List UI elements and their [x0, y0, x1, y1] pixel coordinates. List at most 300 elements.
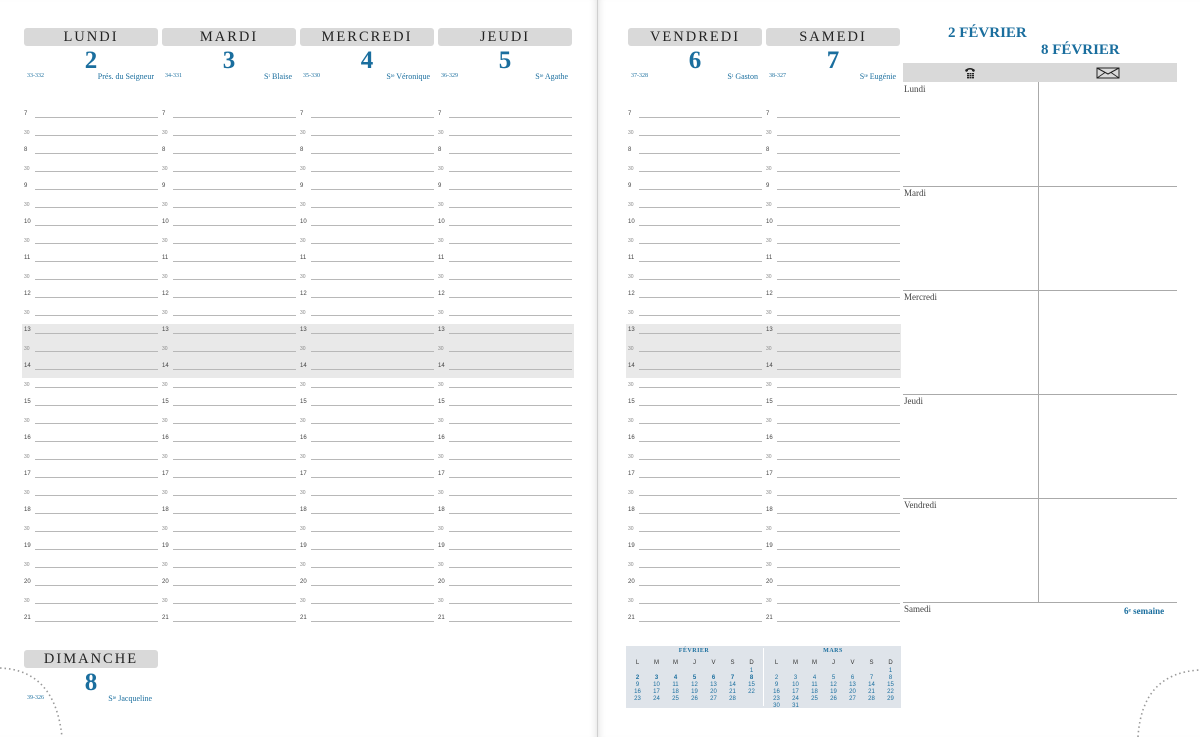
writing-line: [173, 477, 296, 478]
writing-line: [311, 333, 434, 334]
hour-slot-15[interactable]: [628, 396, 762, 414]
half-hour-slot[interactable]: [162, 198, 296, 216]
half-hour-slot[interactable]: [300, 558, 434, 576]
half-hour-slot[interactable]: [24, 450, 158, 468]
writing-line: [173, 225, 296, 226]
hour-slot-20[interactable]: [628, 576, 762, 594]
writing-line: [173, 549, 296, 550]
writing-line: [449, 567, 572, 568]
half-hour-slot[interactable]: [24, 486, 158, 504]
half-hour-slot[interactable]: [438, 594, 572, 612]
half-hour-slot[interactable]: [300, 342, 434, 360]
hour-label: 30: [162, 382, 168, 388]
half-hour-slot[interactable]: [162, 522, 296, 540]
half-hour-slot[interactable]: [628, 522, 762, 540]
mini-calendar-date: 16: [634, 689, 641, 695]
hour-slot-9[interactable]: [24, 180, 158, 198]
mini-calendar-date: 3: [793, 675, 798, 681]
half-hour-slot[interactable]: [766, 594, 900, 612]
half-hour-slot[interactable]: [24, 162, 158, 180]
hour-label: 30: [24, 598, 30, 604]
half-hour-slot[interactable]: [162, 126, 296, 144]
mini-calendar-mars: [765, 646, 901, 710]
mini-calendar-day-header: D: [888, 660, 893, 666]
writing-line: [173, 333, 296, 334]
hour-slot-15[interactable]: [300, 396, 434, 414]
hour-label: 18: [628, 507, 635, 513]
half-hour-slot[interactable]: [300, 162, 434, 180]
hour-slot-12[interactable]: [766, 288, 900, 306]
half-hour-slot[interactable]: [766, 414, 900, 432]
half-hour-slot[interactable]: [24, 198, 158, 216]
day-column-jeudi: [438, 28, 572, 621]
hour-slot-13[interactable]: [24, 324, 158, 342]
half-hour-slot[interactable]: [766, 450, 900, 468]
half-hour-slot[interactable]: [24, 558, 158, 576]
mini-calendar-date: 20: [849, 689, 856, 695]
mini-calendar-date: 12: [691, 682, 698, 688]
half-hour-slot[interactable]: [628, 594, 762, 612]
hour-slot-18[interactable]: [300, 504, 434, 522]
hour-slot-17[interactable]: [300, 468, 434, 486]
mini-calendar-date: [862, 668, 881, 675]
notes-section-mercredi[interactable]: [903, 290, 1177, 395]
half-hour-slot[interactable]: [438, 198, 572, 216]
hour-slot-10[interactable]: [162, 216, 296, 234]
half-hour-slot[interactable]: [628, 306, 762, 324]
hour-slot-11[interactable]: [162, 252, 296, 270]
hour-slot-11[interactable]: [438, 252, 572, 270]
mini-calendar-date: 7: [869, 675, 874, 681]
half-hour-slot[interactable]: [628, 198, 762, 216]
mini-calendar-date: 7: [730, 675, 735, 681]
half-hour-slot[interactable]: [24, 234, 158, 252]
hour-slot-19[interactable]: [300, 540, 434, 558]
hour-slot-12[interactable]: [300, 288, 434, 306]
hour-label: 30: [628, 238, 634, 244]
hour-slot-11[interactable]: [628, 252, 762, 270]
hour-slot-19[interactable]: [628, 540, 762, 558]
mini-calendar-date: 22: [748, 689, 755, 695]
hour-label: 30: [300, 310, 306, 316]
hour-slot-21[interactable]: [766, 612, 900, 630]
mini-calendar-date: 19: [830, 689, 837, 695]
hour-slot-8[interactable]: [628, 144, 762, 162]
hour-slot-16[interactable]: [438, 432, 572, 450]
mini-calendar-date: 10: [792, 682, 799, 688]
hour-slot-18[interactable]: [162, 504, 296, 522]
writing-line: [311, 549, 434, 550]
mini-calendar-date: 28: [729, 696, 736, 702]
hour-slot-12[interactable]: [24, 288, 158, 306]
hour-slot-9[interactable]: [766, 180, 900, 198]
writing-line: [35, 351, 158, 352]
hour-slot-12[interactable]: [438, 288, 572, 306]
mini-calendar-date: [742, 696, 761, 703]
hour-slot-16[interactable]: [24, 432, 158, 450]
half-hour-slot[interactable]: [162, 234, 296, 252]
hour-slot-14[interactable]: [438, 360, 572, 378]
hour-slot-7[interactable]: [766, 108, 900, 126]
half-hour-slot[interactable]: [24, 378, 158, 396]
hour-label: 9: [628, 183, 632, 189]
writing-line: [777, 135, 900, 136]
notes-section-mardi[interactable]: [903, 186, 1177, 291]
mini-calendar-date: 19: [691, 689, 698, 695]
half-hour-slot[interactable]: [628, 378, 762, 396]
hour-label: 30: [162, 490, 168, 496]
writing-line: [173, 135, 296, 136]
half-hour-slot[interactable]: [162, 558, 296, 576]
writing-line: [449, 243, 572, 244]
hour-label: 10: [766, 219, 773, 225]
hour-label: 30: [24, 418, 30, 424]
half-hour-slot[interactable]: [438, 522, 572, 540]
notes-section-vendredi[interactable]: [903, 498, 1177, 603]
half-hour-slot[interactable]: [300, 594, 434, 612]
hour-slot-8[interactable]: [300, 144, 434, 162]
half-hour-slot[interactable]: [766, 198, 900, 216]
hour-slot-7[interactable]: [300, 108, 434, 126]
hour-slot-19[interactable]: [162, 540, 296, 558]
half-hour-slot[interactable]: [438, 450, 572, 468]
half-hour-slot[interactable]: [438, 558, 572, 576]
mini-calendar-date: 15: [887, 682, 894, 688]
hour-label: 30: [162, 166, 168, 172]
writing-line: [449, 441, 572, 442]
hour-slot-17[interactable]: [438, 468, 572, 486]
hour-slot-20[interactable]: [438, 576, 572, 594]
day-column-mardi: [162, 28, 296, 621]
hour-label: 11: [24, 255, 31, 261]
day-column-samedi: [766, 28, 900, 621]
hour-slot-17[interactable]: [162, 468, 296, 486]
half-hour-slot[interactable]: [300, 126, 434, 144]
writing-line: [449, 513, 572, 514]
hour-slot-10[interactable]: [628, 216, 762, 234]
hour-label: 7: [438, 111, 442, 117]
hour-label: 30: [300, 238, 306, 244]
half-hour-slot[interactable]: [766, 270, 900, 288]
hour-label: 30: [162, 418, 168, 424]
mini-calendar-date: 2: [635, 675, 640, 681]
hour-label: 30: [766, 418, 772, 424]
hour-slot-8[interactable]: [24, 144, 158, 162]
day-count-lundi: 33-332: [27, 73, 44, 79]
half-hour-slot[interactable]: [438, 270, 572, 288]
writing-line: [311, 567, 434, 568]
writing-line: [639, 405, 762, 406]
hour-label: 18: [300, 507, 307, 513]
hour-slot-21[interactable]: [24, 612, 158, 630]
hour-label: 30: [24, 490, 30, 496]
mini-calendar-date: 9: [635, 682, 640, 688]
half-hour-slot[interactable]: [628, 234, 762, 252]
half-hour-slot[interactable]: [438, 162, 572, 180]
hour-slot-14[interactable]: [300, 360, 434, 378]
hour-label: 20: [24, 579, 31, 585]
hour-slot-8[interactable]: [766, 144, 900, 162]
half-hour-slot[interactable]: [24, 342, 158, 360]
half-hour-slot[interactable]: [766, 558, 900, 576]
half-hour-slot[interactable]: [24, 594, 158, 612]
writing-line: [35, 243, 158, 244]
half-hour-slot[interactable]: [162, 162, 296, 180]
hour-label: 16: [300, 435, 307, 441]
mini-calendar-date: [647, 668, 666, 675]
half-hour-slot[interactable]: [300, 486, 434, 504]
hour-label: 30: [766, 490, 772, 496]
hour-label: 30: [628, 490, 634, 496]
hour-slot-13[interactable]: [162, 324, 296, 342]
half-hour-slot[interactable]: [628, 126, 762, 144]
half-hour-slot[interactable]: [300, 450, 434, 468]
writing-line: [449, 153, 572, 154]
hour-label: 30: [300, 346, 306, 352]
hour-slot-9[interactable]: [438, 180, 572, 198]
hour-slot-19[interactable]: [766, 540, 900, 558]
hour-slot-21[interactable]: [628, 612, 762, 630]
hour-slot-17[interactable]: [628, 468, 762, 486]
writing-line: [311, 243, 434, 244]
hour-label: 9: [24, 183, 28, 189]
hour-slot-13[interactable]: [300, 324, 434, 342]
writing-line: [639, 513, 762, 514]
half-hour-slot[interactable]: [300, 522, 434, 540]
hour-slot-19[interactable]: [24, 540, 158, 558]
half-hour-slot[interactable]: [766, 342, 900, 360]
hour-slot-16[interactable]: [628, 432, 762, 450]
half-hour-slot[interactable]: [766, 306, 900, 324]
half-hour-slot[interactable]: [162, 270, 296, 288]
hour-slot-12[interactable]: [628, 288, 762, 306]
half-hour-slot[interactable]: [766, 162, 900, 180]
half-hour-slot[interactable]: [300, 198, 434, 216]
hour-slot-20[interactable]: [24, 576, 158, 594]
page-corner-dots-right: [1130, 665, 1200, 737]
hour-label: 30: [766, 562, 772, 568]
writing-line: [449, 315, 572, 316]
half-hour-slot[interactable]: [766, 126, 900, 144]
half-hour-slot[interactable]: [300, 306, 434, 324]
hour-label: 30: [766, 274, 772, 280]
hour-slot-11[interactable]: [766, 252, 900, 270]
hour-slot-8[interactable]: [438, 144, 572, 162]
hour-slot-14[interactable]: [766, 360, 900, 378]
saint-mardi: Sᵗ Blaise: [264, 72, 292, 81]
hour-slot-12[interactable]: [162, 288, 296, 306]
mini-calendar-date: [805, 668, 824, 675]
hour-label: 30: [24, 274, 30, 280]
hour-label: 30: [438, 490, 444, 496]
hour-label: 30: [628, 202, 634, 208]
hour-slot-7[interactable]: [628, 108, 762, 126]
hour-slot-18[interactable]: [628, 504, 762, 522]
hour-label: 14: [438, 363, 445, 369]
mini-calendar-fevrier: [626, 646, 762, 703]
half-hour-slot[interactable]: [24, 522, 158, 540]
hour-label: 30: [162, 130, 168, 136]
mini-calendar-date: 21: [729, 689, 736, 695]
half-hour-slot[interactable]: [766, 378, 900, 396]
writing-line: [777, 531, 900, 532]
half-hour-slot[interactable]: [438, 486, 572, 504]
half-hour-slot[interactable]: [628, 414, 762, 432]
mini-calendar-day-header: V: [711, 660, 716, 666]
half-hour-slot[interactable]: [162, 450, 296, 468]
hour-label: 8: [628, 147, 632, 153]
day-column-lundi: [24, 28, 158, 621]
writing-line: [639, 117, 762, 118]
writing-line: [639, 369, 762, 370]
writing-line: [777, 207, 900, 208]
hour-slot-9[interactable]: [300, 180, 434, 198]
hour-slot-7[interactable]: [438, 108, 572, 126]
half-hour-slot[interactable]: [766, 522, 900, 540]
notes-section-lundi[interactable]: [903, 82, 1177, 187]
hour-slot-15[interactable]: [438, 396, 572, 414]
hour-slot-20[interactable]: [300, 576, 434, 594]
half-hour-slot[interactable]: [438, 414, 572, 432]
writing-line: [35, 405, 158, 406]
hour-label: 11: [162, 255, 169, 261]
half-hour-slot[interactable]: [438, 234, 572, 252]
mini-calendar-date: 25: [672, 696, 679, 702]
writing-line: [777, 171, 900, 172]
half-hour-slot[interactable]: [438, 378, 572, 396]
hour-label: 9: [162, 183, 166, 189]
hour-slot-20[interactable]: [766, 576, 900, 594]
hour-slot-14[interactable]: [628, 360, 762, 378]
half-hour-slot[interactable]: [628, 162, 762, 180]
half-hour-slot[interactable]: [300, 234, 434, 252]
half-hour-slot[interactable]: [628, 450, 762, 468]
half-hour-slot[interactable]: [24, 306, 158, 324]
half-hour-slot[interactable]: [438, 126, 572, 144]
hour-slot-15[interactable]: [24, 396, 158, 414]
hour-slot-13[interactable]: [766, 324, 900, 342]
mini-calendar-title: MARS: [823, 648, 843, 654]
hour-slot-8[interactable]: [162, 144, 296, 162]
hour-slot-21[interactable]: [162, 612, 296, 630]
half-hour-slot[interactable]: [628, 342, 762, 360]
half-hour-slot[interactable]: [766, 234, 900, 252]
half-hour-slot[interactable]: [438, 306, 572, 324]
hour-slot-21[interactable]: [300, 612, 434, 630]
hour-slot-20[interactable]: [162, 576, 296, 594]
writing-line: [777, 621, 900, 622]
half-hour-slot[interactable]: [628, 486, 762, 504]
half-hour-slot[interactable]: [162, 342, 296, 360]
hour-slot-18[interactable]: [766, 504, 900, 522]
hour-slot-19[interactable]: [438, 540, 572, 558]
writing-line: [777, 477, 900, 478]
hour-label: 18: [162, 507, 169, 513]
writing-line: [173, 189, 296, 190]
hour-label: 13: [162, 327, 169, 333]
hour-slot-14[interactable]: [24, 360, 158, 378]
half-hour-slot[interactable]: [162, 414, 296, 432]
hour-slot-7[interactable]: [24, 108, 158, 126]
hour-slot-15[interactable]: [162, 396, 296, 414]
notes-section-jeudi[interactable]: [903, 394, 1177, 499]
half-hour-slot[interactable]: [162, 486, 296, 504]
writing-line: [311, 153, 434, 154]
writing-line: [311, 279, 434, 280]
hour-slot-16[interactable]: [766, 432, 900, 450]
half-hour-slot[interactable]: [438, 342, 572, 360]
half-hour-slot[interactable]: [162, 378, 296, 396]
hour-slot-9[interactable]: [162, 180, 296, 198]
writing-line: [777, 585, 900, 586]
hour-label: 15: [438, 399, 445, 405]
writing-line: [173, 459, 296, 460]
half-hour-slot[interactable]: [24, 126, 158, 144]
hour-slot-11[interactable]: [24, 252, 158, 270]
hour-slot-21[interactable]: [438, 612, 572, 630]
hour-label: 30: [24, 346, 30, 352]
hour-label: 12: [24, 291, 31, 297]
mini-calendar-date: 30: [773, 703, 780, 709]
hour-slot-16[interactable]: [300, 432, 434, 450]
writing-line: [311, 297, 434, 298]
hour-slot-17[interactable]: [766, 468, 900, 486]
hour-slot-9[interactable]: [628, 180, 762, 198]
mini-calendars: [626, 646, 901, 708]
hour-slot-13[interactable]: [438, 324, 572, 342]
half-hour-slot[interactable]: [300, 270, 434, 288]
half-hour-slot[interactable]: [628, 558, 762, 576]
hour-label: 7: [766, 111, 770, 117]
writing-line: [173, 603, 296, 604]
mini-calendar-date: [824, 703, 843, 710]
half-hour-slot[interactable]: [628, 270, 762, 288]
hour-slot-10[interactable]: [24, 216, 158, 234]
hour-label: 30: [438, 202, 444, 208]
half-hour-slot[interactable]: [162, 594, 296, 612]
hour-slot-10[interactable]: [438, 216, 572, 234]
mini-calendar-date: 25: [811, 696, 818, 702]
hour-slot-14[interactable]: [162, 360, 296, 378]
writing-line: [777, 603, 900, 604]
mini-calendar-date: 29: [887, 696, 894, 702]
hour-slot-18[interactable]: [24, 504, 158, 522]
hour-slot-17[interactable]: [24, 468, 158, 486]
hour-slot-11[interactable]: [300, 252, 434, 270]
mini-calendar-date: [666, 668, 685, 675]
half-hour-slot[interactable]: [300, 378, 434, 396]
half-hour-slot[interactable]: [24, 270, 158, 288]
writing-line: [639, 441, 762, 442]
hour-slot-10[interactable]: [300, 216, 434, 234]
half-hour-slot[interactable]: [300, 414, 434, 432]
day-header-samedi: SAMEDI: [766, 28, 900, 46]
mini-calendar-date: 18: [811, 689, 818, 695]
hour-slot-10[interactable]: [766, 216, 900, 234]
half-hour-slot[interactable]: [766, 486, 900, 504]
half-hour-slot[interactable]: [162, 306, 296, 324]
hour-slot-16[interactable]: [162, 432, 296, 450]
half-hour-slot[interactable]: [24, 414, 158, 432]
hour-slot-18[interactable]: [438, 504, 572, 522]
hour-slot-13[interactable]: [628, 324, 762, 342]
writing-line: [173, 243, 296, 244]
hour-slot-7[interactable]: [162, 108, 296, 126]
writing-line: [449, 531, 572, 532]
mini-calendar-date: 17: [792, 689, 799, 695]
hour-slot-15[interactable]: [766, 396, 900, 414]
envelope-icon: [1096, 67, 1120, 79]
